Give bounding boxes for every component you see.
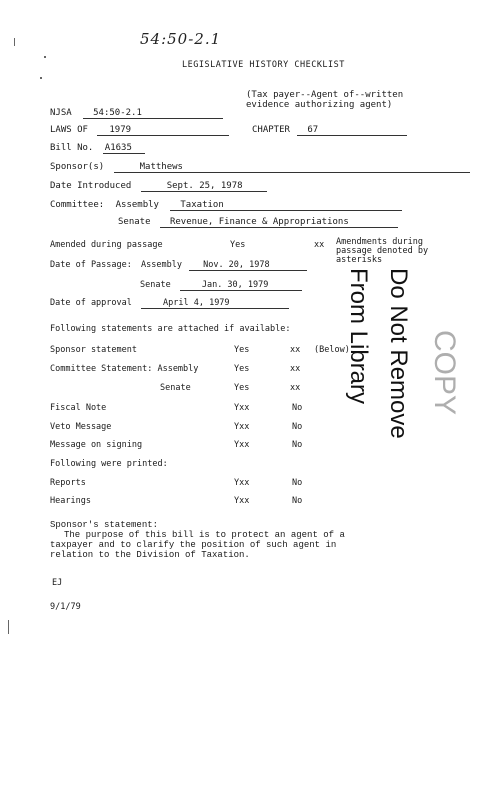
- scan-mark: [40, 77, 42, 79]
- passage-senate-label: Senate: [140, 280, 171, 290]
- printed-label: Reports: [50, 478, 86, 488]
- passage-senate-value: Jan. 30, 1979: [180, 280, 302, 291]
- bill-no-value: A1635: [103, 143, 145, 154]
- statement-yes: Yxx: [234, 440, 250, 450]
- committee-assembly-row: [50, 200, 402, 211]
- committee-assembly-value: Taxation: [170, 200, 402, 211]
- attached-heading: Following statements are attached if available:: [50, 324, 291, 334]
- do-not-remove-stamp: Do Not Remove From Library: [345, 268, 412, 439]
- sponsor-statement-heading: Sponsor's statement:: [50, 520, 159, 530]
- statement-label: Committee Statement: Assembly: [50, 364, 199, 374]
- committee-senate-value: Revenue, Finance & Appropriations: [160, 217, 398, 228]
- printed-no: No: [292, 478, 303, 488]
- committee-senate-row: [118, 217, 398, 228]
- scan-mark: [44, 56, 46, 58]
- date-introduced-label: Date Introduced: [50, 181, 132, 191]
- statement-label: Senate: [160, 383, 191, 393]
- statement-yes: Yxx: [234, 422, 250, 432]
- statement-no: xx: [290, 364, 301, 374]
- footer-date: 9/1/79: [50, 602, 81, 612]
- statement-no: xx: [290, 383, 301, 393]
- printed-no: No: [292, 496, 303, 506]
- copy-watermark: COPY: [428, 330, 461, 416]
- sponsor-statement-line: The purpose of this bill is to protect an agent of a: [64, 530, 345, 540]
- amended-label: Amended during passage: [50, 240, 163, 250]
- passage-assembly-value: Nov. 20, 1978: [189, 260, 307, 271]
- header-note: [246, 90, 426, 110]
- sponsor-label: Sponsor(s): [50, 162, 105, 172]
- initials: EJ: [52, 578, 63, 588]
- statement-note: (Below): [314, 345, 350, 355]
- amended-note-text: Amendments during passage denoted by asterisks: [336, 237, 429, 265]
- statement-label: Message on signing: [50, 440, 143, 450]
- passage-label: Date of Passage:: [50, 260, 132, 270]
- sponsor-value: Matthews: [114, 162, 470, 173]
- bill-no-label: Bill No.: [50, 143, 94, 153]
- statement-no: No: [292, 422, 303, 432]
- header-note-text: (Tax payer--Agent of--written evidence authorizing agent): [246, 90, 404, 110]
- statement-yes: Yes: [234, 345, 250, 355]
- amended-yes: Yes: [230, 240, 246, 250]
- scan-mark: [8, 620, 9, 634]
- laws-of-row: [50, 125, 229, 136]
- passage-senate-row: [140, 280, 302, 291]
- committee-assembly-label: Assembly: [115, 200, 159, 210]
- sponsor-statement-line: taxpayer and to clarify the position of such agent in: [50, 540, 337, 550]
- date-introduced-row: [50, 181, 267, 192]
- amended-note: [336, 238, 448, 265]
- printed-label: Hearings: [50, 496, 91, 506]
- passage-row: [50, 260, 307, 271]
- approval-label: Date of approval: [50, 298, 132, 308]
- committee-senate-label: Senate: [118, 217, 151, 227]
- bill-no-row: [50, 143, 145, 154]
- statement-yes: Yxx: [234, 403, 250, 413]
- document-title: LEGISLATIVE HISTORY CHECKLIST: [182, 60, 345, 70]
- scan-mark: [14, 38, 15, 46]
- approval-row: [50, 298, 289, 309]
- chapter-value: 67: [297, 125, 407, 136]
- njsa-label: NJSA: [50, 108, 72, 118]
- amended-no: xx: [314, 240, 325, 250]
- statement-no: No: [292, 440, 303, 450]
- statement-yes: Yes: [234, 383, 250, 393]
- passage-assembly-label: Assembly: [141, 260, 182, 270]
- approval-value: April 4, 1979: [141, 298, 289, 309]
- handwritten-number: 54:50-2.1: [140, 30, 222, 48]
- njsa-row: [50, 108, 223, 119]
- printed-heading: Following were printed:: [50, 459, 168, 469]
- printed-yes: Yxx: [234, 478, 250, 488]
- laws-of-value: 1979: [97, 125, 229, 136]
- chapter-row: [252, 125, 407, 136]
- statement-label: Sponsor statement: [50, 345, 137, 355]
- laws-of-label: LAWS OF: [50, 125, 88, 135]
- statement-no: xx: [290, 345, 301, 355]
- chapter-label: CHAPTER: [252, 125, 290, 135]
- statement-yes: Yes: [234, 364, 250, 374]
- statement-label: Fiscal Note: [50, 403, 107, 413]
- sponsor-row: [50, 162, 470, 173]
- committee-label: Committee:: [50, 200, 105, 210]
- njsa-value: 54:50-2.1: [83, 108, 223, 119]
- statement-label: Veto Message: [50, 422, 112, 432]
- sponsor-statement-line: relation to the Division of Taxation.: [50, 550, 250, 560]
- statement-no: No: [292, 403, 303, 413]
- printed-yes: Yxx: [234, 496, 250, 506]
- date-introduced-value: Sept. 25, 1978: [141, 181, 267, 192]
